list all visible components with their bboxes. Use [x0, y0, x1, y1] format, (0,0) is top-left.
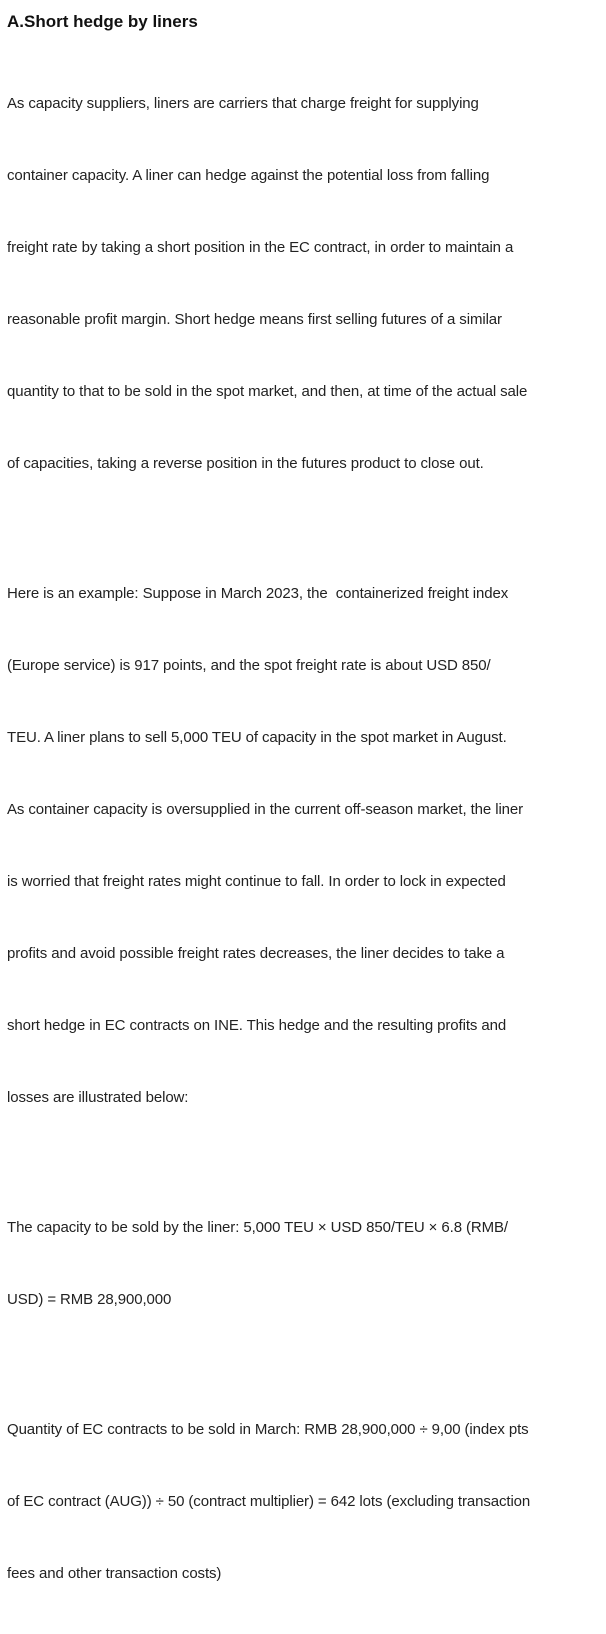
text-line: of capacities, taking a reverse position in the futures product to close out.	[7, 455, 484, 472]
text-line: profits and avoid possible freight rates decreases, the liner decides to take a	[7, 945, 505, 962]
text-line: container capacity. A liner can hedge against the potential loss from falling	[7, 167, 490, 184]
text-line: TEU. A liner plans to sell 5,000 TEU of capacity in the spot market in August.	[7, 729, 507, 746]
text-line: short hedge in EC contracts on INE. This hedge and the resulting profits and	[7, 1017, 507, 1034]
paragraph-contract-quantity	[7, 1370, 598, 1634]
section-title: A.Short hedge by liners	[7, 12, 198, 31]
paragraph-example	[7, 534, 598, 1158]
text-line: USD) = RMB 28,900,000	[7, 1291, 172, 1308]
text-line: (Europe service) is 917 points, and the spot freight rate is about USD 850/	[7, 657, 491, 674]
text-line: of EC contract (AUG)) ÷ 50 (contract multiplier) = 642 lots (excluding transaction	[7, 1493, 531, 1510]
text-line: fees and other transaction costs)	[7, 1565, 222, 1582]
paragraph-capacity-calculation	[7, 1168, 598, 1360]
text-line: is worried that freight rates might continue to fall. In order to lock in expected	[7, 873, 506, 890]
paragraph-liner-hedge-intro	[7, 44, 598, 524]
text-line: The capacity to be sold by the liner: 5,000 TEU × USD 850/TEU × 6.8 (RMB/	[7, 1219, 509, 1236]
text-line: reasonable profit margin. Short hedge means first selling futures of a similar	[7, 311, 502, 328]
text-line: quantity to that to be sold in the spot market, and then, at time of the actual sale	[7, 383, 528, 400]
text-line: As capacity suppliers, liners are carriers that charge freight for supplying	[7, 95, 479, 112]
text-line: freight rate by taking a short position in the EC contract, in order to maintain a	[7, 239, 514, 256]
text-line: As container capacity is oversupplied in the current off-season market, the liner	[7, 801, 524, 818]
text-line: losses are illustrated below:	[7, 1089, 189, 1106]
text-line: Here is an example: Suppose in March 2023, the containerized freight index	[7, 585, 509, 602]
text-line: Quantity of EC contracts to be sold in March: RMB 28,900,000 ÷ 9,00 (index pts	[7, 1421, 529, 1438]
